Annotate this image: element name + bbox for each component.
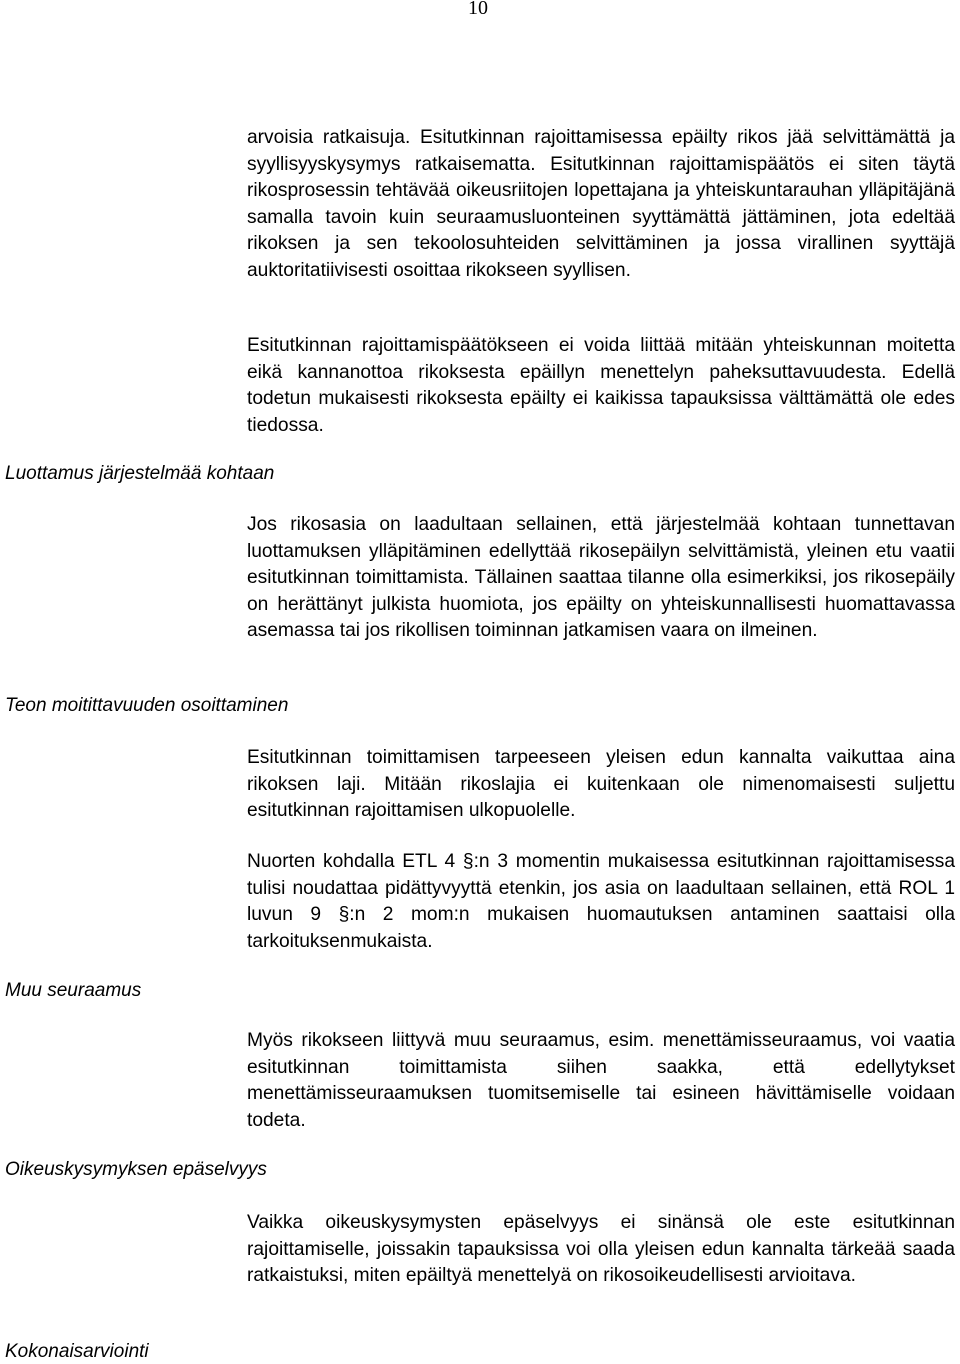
page-number: 10 [468,0,488,19]
paragraph-offence-type: Esitutkinnan toimittamisen tarpeeseen yleisen edun kannalta vaikuttaa aina rikoksen laji. Mitään rikoslajia ei kuitenkaan ole nimenomaisesti suljettu esitutkinnan rajoittamisen ulkopuolelle. [247,747,955,821]
side-heading-legal-ambiguity: Oikeuskysymyksen epäselvyys [5,1159,267,1180]
side-heading-trust-in-system: Luottamus järjestelmää kohtaan [5,463,275,484]
paragraph-trust-in-system: Jos rikosasia on laadultaan sellainen, että järjestelmää kohtaan tunnettavan luottamuksen ylläpitäminen edellyttää rikosepäilyn selvittämistä, yleinen etu vaatii esitutkinnan toimittamista. Tällainen saattaa tilanne olla esimerkiksi, jos rikosepäily on herättänyt julkista huomiota, jos epäilty on yhteiskunnallisesti huomattavassa asemassa tai jos rikollisen toiminnan jatkamisen vaara on ilmeinen. [247,514,955,641]
paragraph-legal-ambiguity: Vaikka oikeuskysymysten epäselvyys ei sinänsä ole este esitutkinnan rajoittamiselle, joissakin tapauksissa voi olla yleisen edun kannalta tärkeää saada ratkaistuksi, miten epäiltyä menettelyä on rikosoikeudellisesti arvioitava. [247,1212,955,1286]
side-heading-overall-assessment: Kokonaisarviointi [5,1341,149,1362]
paragraph-other-sanction: Myös rikokseen liittyvä muu seuraamus, esim. menettämisseuraamus, voi vaatia esitutkinnan toimittamista siihen saakka, että edellytykset menettämisseuraamuksen tuomitsemiselle tai esineen hävittämiselle voidaan todeta. [247,1030,955,1131]
side-heading-culpability: Teon moitittavuuden osoittaminen [5,695,289,716]
paragraph-no-reprimand: Esitutkinnan rajoittamispäätökseen ei voida liittää mitään yhteiskunnan moitetta eikä kannanottoa rikoksesta epäillyn menettelyn paheksuttavuudesta. Edellä todetun mukaisesti rikoksesta epäilty ei kaikissa tapauksissa välttämättä ole edes tiedossa. [247,335,955,436]
paragraph-juveniles: Nuorten kohdalla ETL 4 §:n 3 momentin mukaisessa esitutkinnan rajoittamisessa tulisi noudattaa pidättyvyyttä etenkin, jos asia on laadultaan sellainen, että ROL 1 luvun 9 §:n 2 mom:n mukaisen huomautuksen antaminen saattaisi olla tarkoituksenmukaista. [247,851,955,952]
paragraph-prosecution-comparison: arvoisia ratkaisuja. Esitutkinnan rajoittamisessa epäilty rikos jää selvittämättä ja syyllisyyskysymys ratkaisematta. Esitutkinnan rajoittamispäätös ei siten täytä rikosprosessin tehtävää oikeusriitojen lopettajana ja yhteiskuntarauhan ylläpitäjänä samalla tavoin kuin seuraamusluonteinen syyttämättä jättäminen, jota edeltää rikoksen ja sen tekoolosuhteiden selvittäminen ja jossa virallinen syyttäjä auktoritatiivisesti osoittaa rikokseen syyllisen. [247,127,955,281]
side-heading-other-sanction: Muu seuraamus [5,980,142,1001]
